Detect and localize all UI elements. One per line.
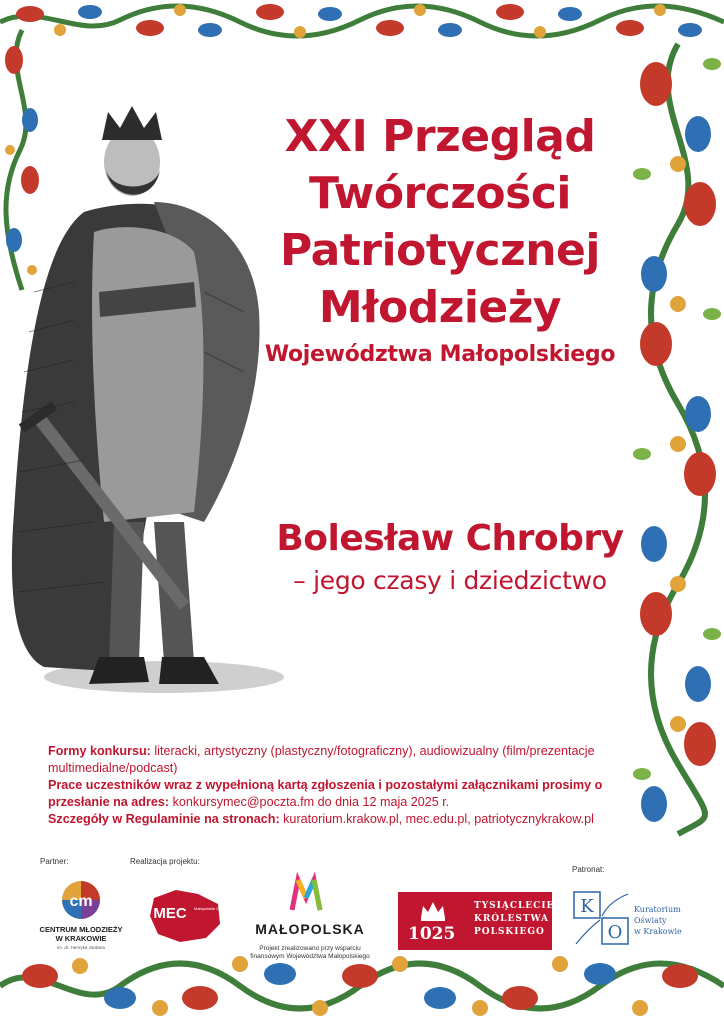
title-region: Województwa Małopolskiego — [264, 342, 616, 367]
kuratorium-letter-o: O — [607, 922, 623, 943]
cm-name-2: W KRAKOWIE — [55, 934, 107, 943]
kuratorium-letter-k: K — [580, 896, 594, 917]
tysiaclecie-logo — [398, 892, 555, 950]
details-label: Szczegóły w Regulaminie na stronach: — [48, 812, 280, 826]
kuratorium-logo — [572, 890, 632, 948]
submit-paragraph — [48, 777, 628, 811]
theme-subheading: – jego czasy i dziedzictwo — [293, 566, 607, 595]
tysiaclecie-line-1: TYSIĄCLECIE — [474, 901, 555, 911]
tysiaclecie-line-3: POLSKIEGO — [474, 927, 545, 937]
contest-info — [48, 743, 628, 828]
kuratorium-text — [634, 904, 682, 937]
malopolska-logo-icon — [240, 876, 380, 914]
cm-subname: im. dr. Henryka Jordana — [57, 945, 105, 950]
theme-heading: Bolesław Chrobry — [276, 518, 624, 559]
details-paragraph — [48, 811, 628, 828]
title-line-3: Patriotycznej — [280, 225, 600, 276]
tysiaclecie-number: 1025 — [408, 924, 456, 944]
cm-logo-icon — [36, 880, 126, 920]
mec-logo-icon — [146, 884, 248, 944]
poster-title — [240, 108, 640, 367]
mec-logo — [146, 884, 248, 944]
mec-logo-small: Małopolskie Centrum Edukacji — [194, 906, 248, 911]
title-line-4: Młodzieży — [318, 282, 562, 333]
project-note-2: finansowym Województwa Małopolskiego — [250, 953, 370, 960]
partner-label: Partner: — [40, 857, 69, 866]
forms-paragraph — [48, 743, 628, 777]
ornament-border-right — [632, 44, 724, 834]
ornament-border-top — [0, 0, 724, 44]
title-line-2: Twórczości — [308, 168, 572, 219]
kuratorium-line-2: Oświaty — [634, 916, 667, 925]
project-note-1: Projekt zrealizowano przy wsparciu — [259, 945, 361, 952]
cm-name-1: CENTRUM MŁODZIEŻY — [39, 925, 123, 934]
crown-icon — [418, 900, 448, 922]
malopolska-wordmark: MAŁOPOLSKA — [255, 921, 365, 937]
kuratorium-line-1: Kuratorium — [634, 905, 681, 914]
realizacja-label: Realizacja projektu: — [130, 857, 200, 866]
submit-text: konkursymec@poczta.fm do dnia 12 maja 2025 r. — [169, 795, 450, 809]
tysiaclecie-line-2: KRÓLESTWA — [474, 914, 550, 924]
submit-label: Prace uczestników wraz z wypełnioną kartą zgłoszenia i pozostałymi załącznikami prosimy o przesłanie na adres: — [48, 778, 603, 809]
details-text: kuratorium.krakow.pl, mec.edu.pl, patriotycznykrakow.pl — [279, 812, 594, 826]
kuratorium-logo-icon — [572, 890, 632, 948]
forms-text: literacki, artystyczny (plastyczny/fotograficzny), audiowizualny (film/prezentacje multimedialne/podcast) — [48, 744, 595, 775]
patronat-label: Patronat: — [572, 865, 605, 874]
kuratorium-line-3: w Krakowie — [634, 927, 682, 936]
title-line-1: XXI Przegląd — [284, 111, 596, 162]
forms-label: Formy konkursu: — [48, 744, 151, 758]
centrum-mlodziezy-logo — [36, 880, 126, 950]
malopolska-logo — [240, 876, 380, 966]
mec-logo-text: MEC — [153, 905, 187, 922]
cm-logo-text: cm — [69, 893, 93, 910]
